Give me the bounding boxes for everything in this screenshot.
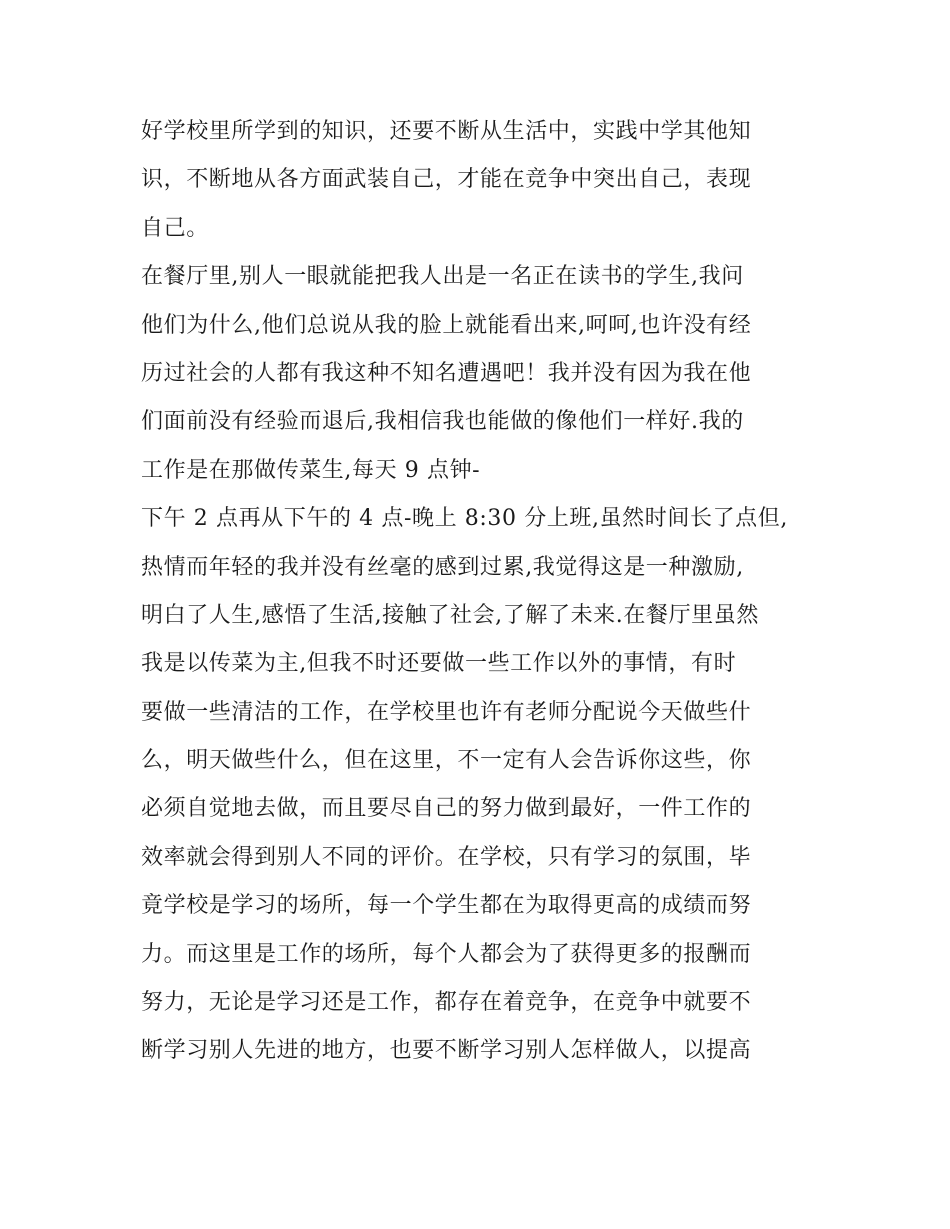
text-line: 下午 2 点再从下午的 4 点-晚上 8:30 分上班,虽然时间长了点但, — [141, 506, 788, 532]
text-line: 工作是在那做传菜生,每天 9 点钟- — [141, 457, 481, 483]
text-line: 明白了人生,感悟了生活,接触了社会,了解了未来.在餐厅里虽然 — [141, 602, 759, 628]
text-line: 么，明天做些什么，但在这里，不一定有人会告诉你这些，你 — [141, 748, 752, 774]
text-line: 他们为什么,他们总说从我的脸上就能看出来,呵呵,也许没有经 — [141, 312, 752, 338]
text-line: 历过社会的人都有我这种不知名遭遇吧！我并没有因为我在他 — [141, 360, 752, 386]
text-line: 要做一些清洁的工作，在学校里也许有老师分配说今天做些什 — [141, 699, 752, 725]
text-line: 我是以传菜为主,但我不时还要做一些工作以外的事情，有时 — [141, 651, 737, 677]
text-line: 自己。 — [141, 215, 209, 241]
text-line: 识，不断地从各方面武装自己，才能在竞争中突出自己，表现 — [141, 167, 752, 193]
text-line: 热情而年轻的我并没有丝毫的感到过累,我觉得这是一种激励, — [141, 554, 744, 580]
text-line: 们面前没有经验而退后,我相信我也能做的像他们一样好.我的 — [141, 409, 744, 435]
text-line: 必须自觉地去做，而且要尽自己的努力做到最好，一件工作的 — [141, 796, 752, 822]
text-line: 在餐厅里,别人一眼就能把我人出是一名正在读书的学生,我问 — [141, 264, 744, 290]
text-line: 竟学校是学习的场所，每一个学生都在为取得更高的成绩而努 — [141, 893, 752, 919]
text-line: 好学校里所学到的知识，还要不断从生活中，实践中学其他知 — [141, 119, 752, 144]
text-line: 努力，无论是学习还是工作，都存在着竞争，在竞争中就要不 — [141, 990, 752, 1016]
text-line: 力。而这里是工作的场所，每个人都会为了获得更多的报酬而 — [141, 941, 752, 967]
body-text — [141, 108, 821, 1076]
text-line: 断学习别人先进的地方，也要不断学习别人怎样做人，以提高 — [141, 1038, 752, 1064]
text-line: 效率就会得到别人不同的评价。在学校，只有学习的氛围，毕 — [141, 844, 752, 870]
